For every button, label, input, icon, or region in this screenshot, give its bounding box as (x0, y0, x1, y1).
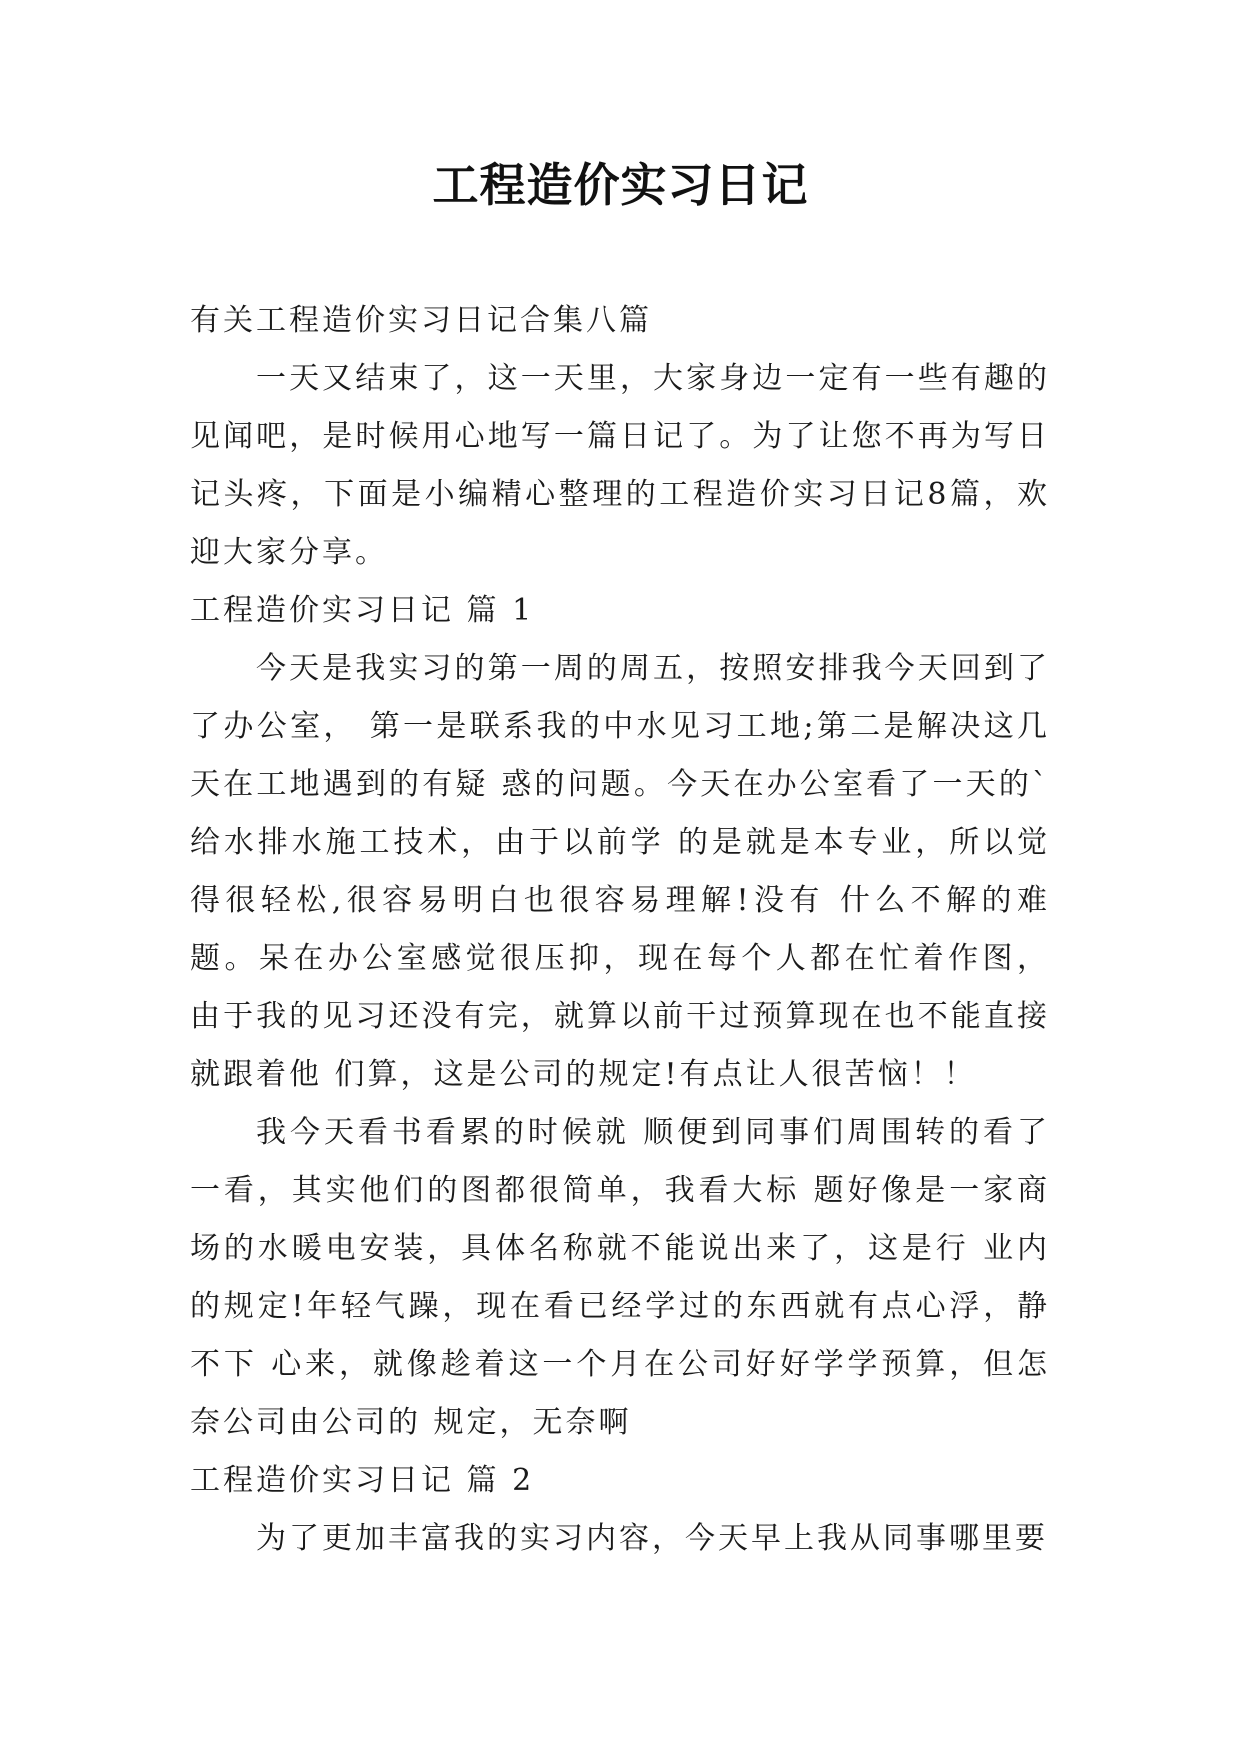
intro-paragraph: 一天又结束了，这一天里，大家身边一定有一些有趣的见闻吧，是时候用心地写一篇日记了。为了让您不再为写日记头疼，下面是小编精心整理的工程造价实习日记8篇，欢迎大家分享。 (190, 361, 1050, 570)
section-heading-1: 工程造价实习日记 篇 1 (190, 593, 535, 628)
document-title: 工程造价实习日记 (432, 158, 809, 212)
section-heading-2: 工程造价实习日记 篇 2 (190, 1463, 535, 1498)
document-body (190, 292, 1050, 1568)
section-1-paragraph-1: 今天是我实习的第一周的周五，按照安排我今天回到了了办公室， 第一是联系我的中水见习工地;第二是解决这几天在工地遇到的有疑 惑的问题。今天在办公室看了一天的`给水排水施工技术，由于以前学 的是就是本专业，所以觉得很轻松,很容易明白也很容易理解!没有 什么不解的难题。呆在办公室感觉很压抑，现在每个人都在忙着作图， 由于我的见习还没有完，就算以前干过预算现在也不能直接就跟着他 们算，这是公司的规定!有点让人很苦恼！！ (190, 651, 1050, 1092)
section-2-paragraph-1: 为了更加丰富我的实习内容，今天早上我从同事哪里要 (256, 1521, 1048, 1556)
document-subtitle: 有关工程造价实习日记合集八篇 (190, 303, 652, 338)
section-1-paragraph-2: 我今天看书看累的时候就 顺便到同事们周围转的看了一看，其实他们的图都很简单，我看大标 题好像是一家商场的水暖电安装，具体名称就不能说出来了，这是行 业内的规定!年轻气躁，现在看已经学过的东西就有点心浮，静不下 心来，就像趁着这一个月在公司好好学学预算，但怎奈公司由公司的 规定，无奈啊 (190, 1115, 1050, 1440)
